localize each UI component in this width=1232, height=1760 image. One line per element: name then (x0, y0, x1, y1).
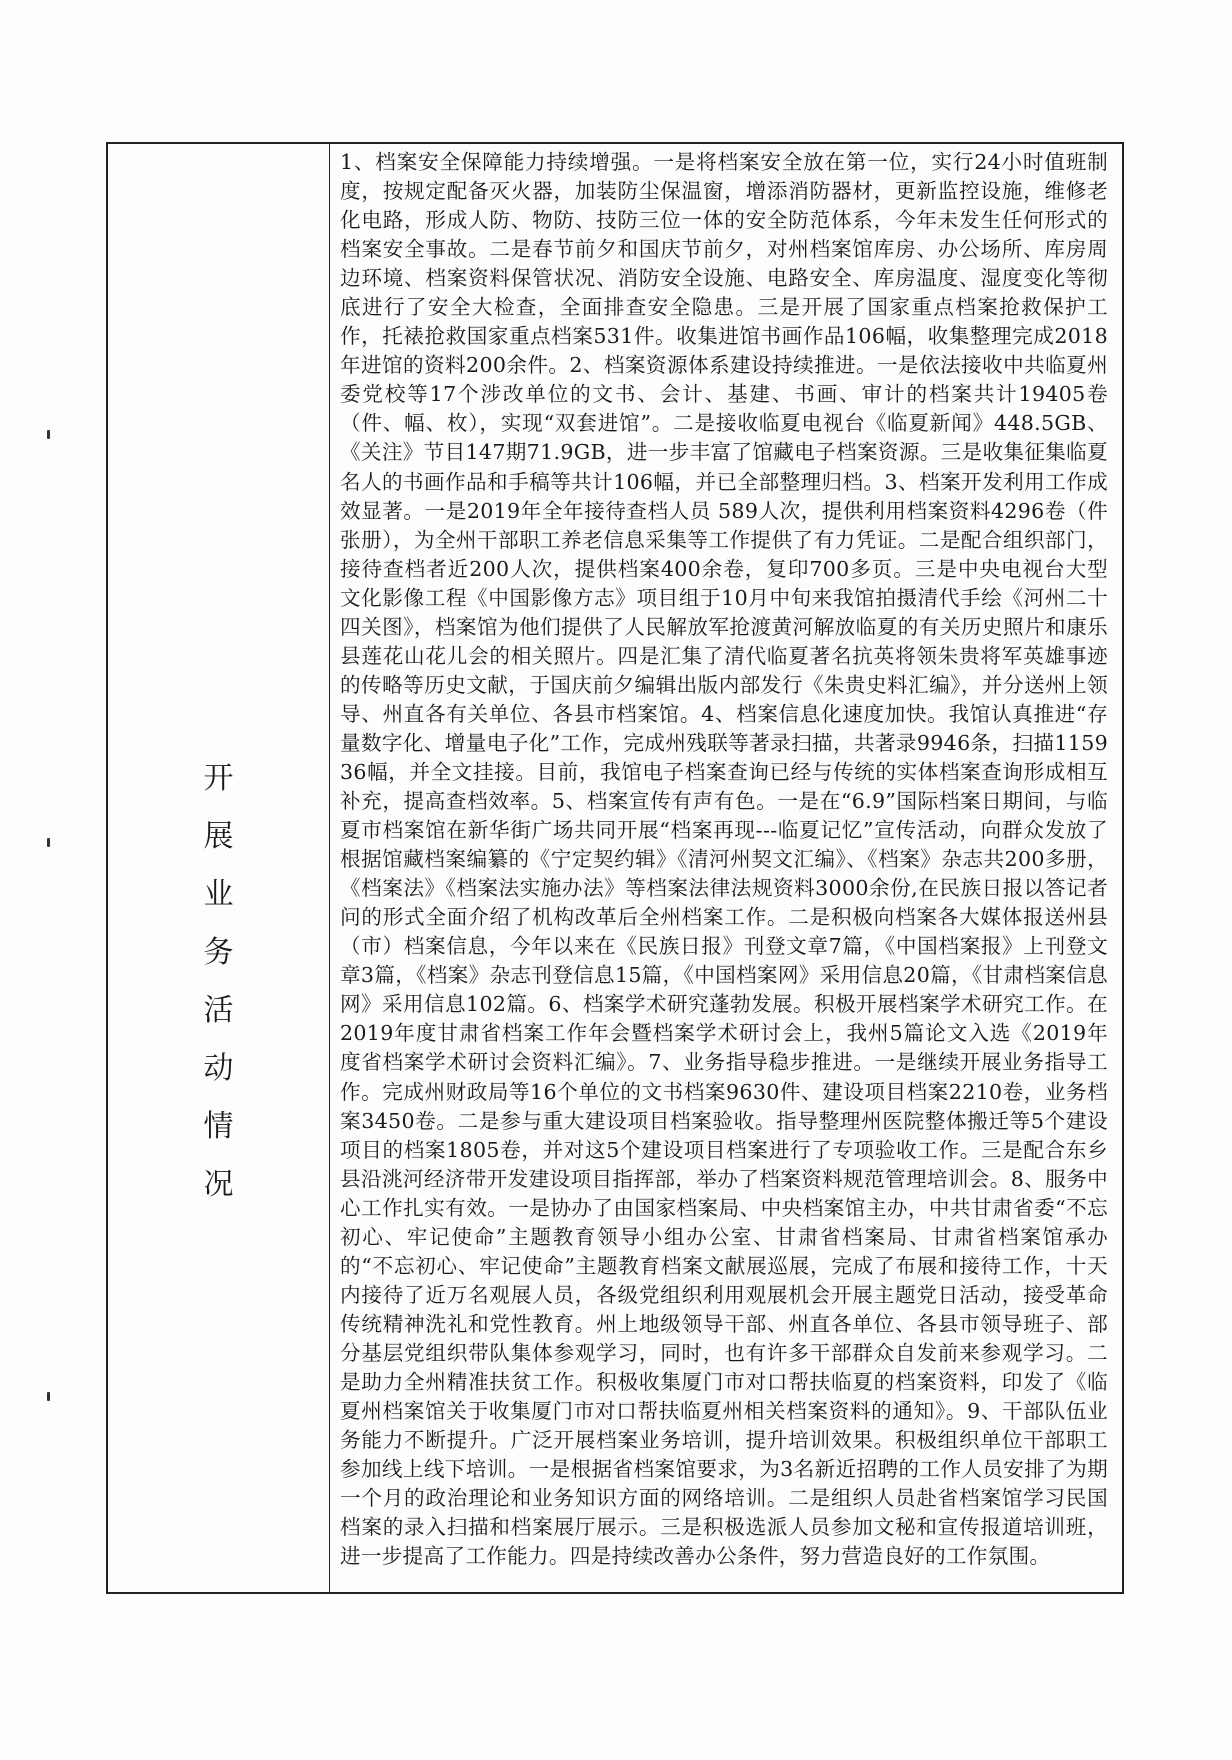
section-label-cell (108, 144, 330, 1592)
section-label-char: 开 (203, 761, 234, 796)
section-label-char: 活 (203, 993, 234, 1028)
section-label-char: 动 (203, 1051, 234, 1086)
section-content-cell (330, 144, 1122, 1592)
section-label-char: 情 (203, 1109, 234, 1144)
form-table (106, 142, 1124, 1594)
scan-mark (47, 1392, 50, 1401)
section-label-char: 务 (203, 935, 234, 970)
scan-mark (47, 430, 50, 439)
section-label (108, 761, 329, 1228)
section-label-char: 业 (203, 877, 234, 912)
section-label-char: 况 (203, 1167, 234, 1202)
scan-mark (47, 838, 50, 847)
section-label-char: 展 (203, 819, 234, 854)
section-body-text: 1、档案安全保障能力持续增强。一是将档案安全放在第一位，实行24小时值班制度，按规定配备灭火器，加装防尘保温窗，增添消防器材，更新监控设施，维修老化电路，形成人防、物防、技防三位一体的安全防范体系，今年未发生任何形式的档案安全事故。二是春节前夕和国庆节前夕，对州档案馆库房、办公场所、库房周边环境、档案资料保管状况、消防安全设施、电路安全、库房温度、湿度变化等彻底进行了安全大检查，全面排查安全隐患。三是开展了国家重点档案抢救保护工作，托裱抢救国家重点档案531件。收集进馆书画作品106幅，收集整理完成2018年进馆的资料200余件。2、档案资源体系建设持续推进。一是依法接收中共临夏州委党校等17个涉改单位的文书、会计、基建、书画、审计的档案共计19405卷（件、幅、枚），实现“双套进馆”。二是接收临夏电视台《临夏新闻》448.5GB、《关注》节目147期71.9GB，进一步丰富了馆藏电子档案资源。三是收集征集临夏名人的书画作品和手稿等共计106幅，并已全部整理归档。3、档案开发利用工作成效显著。一是2019年全年接待查档人员 589人次，提供利用档案资料4296卷（件张册），为全州干部职工养老信息采集等工作提供了有力凭证。二是配合组织部门，接待查档者近200人次，提供档案400余卷，复印700多页。三是中央电视台大型文化影像工程《中国影像方志》项目组于10月中旬来我馆拍摄清代手绘《河州二十四关图》，档案馆为他们提供了人民解放军抢渡黄河解放临夏的有关历史照片和康乐县莲花山花儿会的相关照片。四是汇集了清代临夏著名抗英将领朱贵将军英雄事迹的传略等历史文献，于国庆前夕编辑出版内部发行《朱贵史料汇编》，并分送州上领导、州直各有关单位、各县市档案馆。4、档案信息化速度加快。我馆认真推进“存量数字化、增量电子化”工作，完成州残联等著录扫描，共著录9946条，扫描115936幅，并全文挂接。目前，我馆电子档案查询已经与传统的实体档案查询形成相互补充，提高查档效率。5、档案宣传有声有色。一是在“6.9”国际档案日期间，与临夏市档案馆在新华街广场共同开展“档案再现---临夏记忆”宣传活动，向群众发放了根据馆藏档案编纂的《宁定契约辑》《清河州契文汇编》、《档案》杂志共200多册，《档案法》《档案法实施办法》等档案法律法规资料3000余份,在民族日报以答记者问的形式全面介绍了机构改革后全州档案工作。二是积极向档案各大媒体报送州县（市）档案信息，今年以来在《民族日报》刊登文章7篇，《中国档案报》上刊登文章3篇，《档案》杂志刊登信息15篇，《中国档案网》采用信息20篇，《甘肃档案信息网》采用信息102篇。6、档案学术研究蓬勃发展。积极开展档案学术研究工作。在2019年度甘肃省档案工作年会暨档案学术研讨会上，我州5篇论文入选《2019年度省档案学术研讨会资料汇编》。7、业务指导稳步推进。一是继续开展业务指导工作。完成州财政局等16个单位的文书档案9630件、建设项目档案2210卷，业务档案3450卷。二是参与重大建设项目档案验收。指导整理州医院整体搬迁等5个建设项目的档案1805卷，并对这5个建设项目档案进行了专项验收工作。三是配合东乡县沿洮河经济带开发建设项目指挥部，举办了档案资料规范管理培训会。8、服务中心工作扎实有效。一是协办了由国家档案局、中央档案馆主办，中共甘肃省委“不忘初心、牢记使命”主题教育领导小组办公室、甘肃省档案局、甘肃省档案馆承办的“不忘初心、牢记使命”主题教育档案文献展巡展，完成了布展和接待工作，十天内接待了近万名观展人员，各级党组织利用观展机会开展主题党日活动，接受革命传统精神洗礼和党性教育。州上地级领导干部、州直各单位、各县市领导班子、部分基层党组织带队集体参观学习，同时，也有许多干部群众自发前来参观学习。二是助力全州精准扶贫工作。积极收集厦门市对口帮扶临夏的档案资料，印发了《临夏州档案馆关于收集厦门市对口帮扶临夏州相关档案资料的通知》。9、干部队伍业务能力不断提升。广泛开展档案业务培训，提升培训效果。积极组织单位干部职工参加线上线下培训。一是根据省档案馆要求，为3名新近招聘的工作人员安排了为期一个月的政治理论和业务知识方面的网络培训。二是组织人员赴省档案馆学习民国档案的录入扫描和档案展厅展示。三是积极选派人员参加文秘和宣传报道培训班，进一步提高了工作能力。四是持续改善办公条件，努力营造良好的工作氛围。 (340, 150, 1108, 1569)
